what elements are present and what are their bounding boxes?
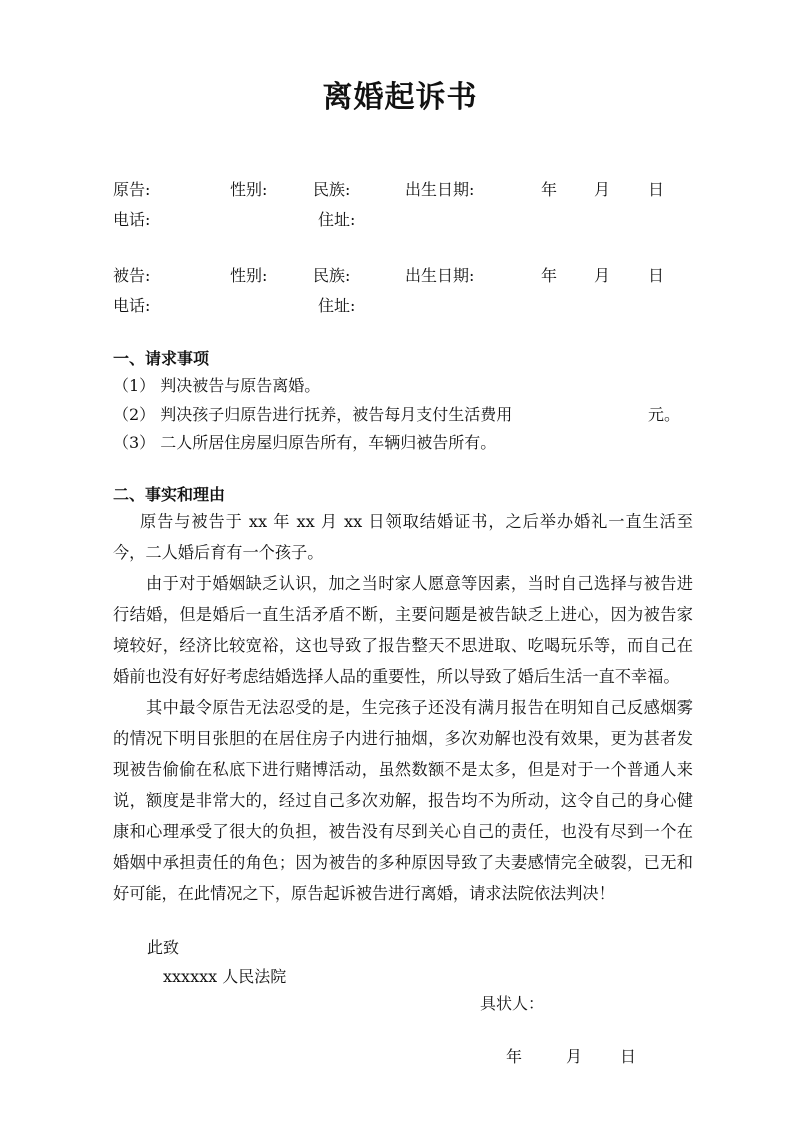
defendant-birthdate-label: 出生日期: <box>405 266 475 285</box>
plaintiff-birthdate-label: 出生日期: <box>405 180 475 199</box>
defendant-gender-label: 性别: <box>230 266 268 285</box>
claim-currency-suffix: 元。 <box>648 405 681 424</box>
date-day-label: 日 <box>620 1047 637 1066</box>
court-name: xxxxxx 人民法院 <box>163 967 287 986</box>
facts-heading: 二、事实和理由 <box>113 485 226 504</box>
claim-item <box>113 376 320 396</box>
defendant-year-label: 年 <box>541 266 558 285</box>
plaintiff-year-label: 年 <box>541 180 558 199</box>
plaintiff-ethnicity-label: 民族: <box>313 180 351 199</box>
claim-number: （2） <box>113 405 156 424</box>
claim-number: （1） <box>113 376 156 395</box>
document-title: 离婚起诉书 <box>322 80 478 115</box>
claim-text: 二人所居住房屋归原告所有，车辆归被告所有。 <box>160 433 497 452</box>
claims-heading: 一、请求事项 <box>113 349 210 368</box>
plaintiff-month-label: 月 <box>594 180 611 199</box>
signer-label: 具状人： <box>480 994 545 1013</box>
claim-item <box>113 433 496 453</box>
defendant-day-label: 日 <box>648 266 665 285</box>
plaintiff-phone-label: 电话: <box>113 210 151 229</box>
defendant-month-label: 月 <box>594 266 611 285</box>
plaintiff-label: 原告: <box>113 180 151 199</box>
date-month-label: 月 <box>566 1047 583 1066</box>
claim-text: 判决被告与原告离婚。 <box>160 376 321 395</box>
defendant-address-label: 住址: <box>318 296 356 315</box>
facts-paragraph: 由于对于婚姻缺乏认识，加之当时家人愿意等因素，当时自己选择与被告进行结婚，但是婚后一直生活矛盾不断，主要问题是被告缺乏上进心，因为被告家境较好，经济比较宽裕，这也导致了报告整天不思进取、吃喝玩乐等，而自己在婚前也没有好好考虑结婚选择人品的重要性，所以导致了婚后生活一直不幸福。 <box>113 574 693 686</box>
plaintiff-address-label: 住址: <box>318 210 356 229</box>
facts-paragraph: 原告与被告于 xx 年 xx 月 xx 日领取结婚证书，之后举办婚礼一直生活至今，二人婚后育有一个孩子。 <box>113 512 693 562</box>
plaintiff-gender-label: 性别: <box>230 180 268 199</box>
defendant-phone-label: 电话: <box>113 296 151 315</box>
defendant-label: 被告: <box>113 266 151 285</box>
plaintiff-day-label: 日 <box>648 180 665 199</box>
claim-item <box>113 405 512 425</box>
claim-text: 判决孩子归原告进行抚养，被告每月支付生活费用 <box>160 405 513 424</box>
date-year-label: 年 <box>506 1047 523 1066</box>
salutation: 此致 <box>147 938 180 957</box>
defendant-ethnicity-label: 民族: <box>313 266 351 285</box>
facts-paragraph: 其中最令原告无法忍受的是，生完孩子还没有满月报告在明知自己反感烟雾的情况下明目张胆的在居住房子内进行抽烟，多次劝解也没有效果，更为甚者发现被告偷偷在私底下进行赌博活动，虽然数额不是太多，但是对于一个普通人来说，额度是非常大的，经过自己多次劝解，报告均不为所动，这令自己的身心健康和心理承受了很大的负担，被告没有尽到关心自己的责任，也没有尽到一个在婚姻中承担责任的角色；因为被告的多种原因导致了夫妻感情完全破裂，已无和好可能，在此情况之下，原告起诉被告进行离婚，请求法院依法判决！ <box>113 698 693 903</box>
claim-number: （3） <box>113 433 156 452</box>
